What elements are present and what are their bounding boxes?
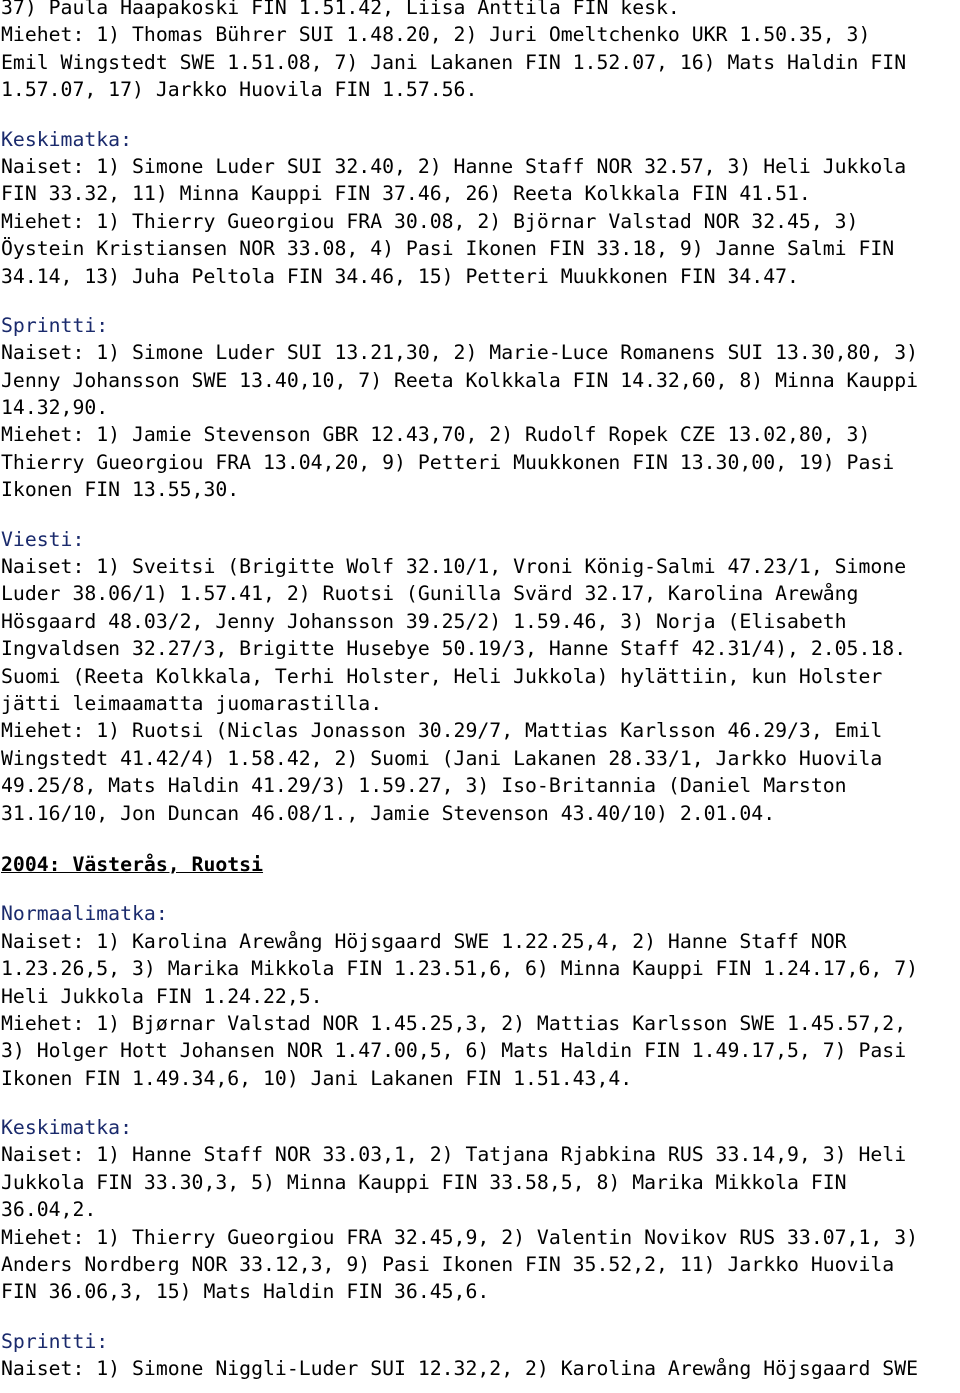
text-line: FIN 36.06,3, 15) Mats Haldin FIN 36.45,6. — [1, 1280, 490, 1304]
year-heading: 2004: Västerås, Ruotsi — [1, 852, 264, 876]
section-heading: Keskimatka: — [1, 127, 133, 151]
text-line: Naiset: 1) Sveitsi (Brigitte Wolf 32.10/1, Vroni König-Salmi 47.23/1, Simone — [1, 555, 907, 579]
paragraph-gap — [1, 878, 959, 900]
section-heading: Keskimatka: — [1, 1116, 133, 1140]
text-line: Naiset: 1) Simone Luder SUI 13.21,30, 2) Marie-Luce Romanens SUI 13.30,80, 3) — [1, 341, 919, 365]
text-line: 34.14, 13) Juha Peltola FIN 34.46, 15) Petteri Muukkonen FIN 34.47. — [1, 264, 799, 288]
paragraph-gap — [1, 1306, 959, 1328]
section-heading: Sprintti: — [1, 313, 109, 337]
text-line: Jukkola FIN 33.30,3, 5) Minna Kauppi FIN 33.58,5, 8) Marika Mikkola FIN — [1, 1170, 847, 1194]
text-line: Anders Nordberg NOR 33.12,3, 9) Pasi Ikonen FIN 35.52,2, 11) Jarkko Huovila — [1, 1253, 895, 1277]
text-line: Öystein Kristiansen NOR 33.08, 4) Pasi Ikonen FIN 33.18, 9) Janne Salmi FIN — [1, 237, 895, 261]
text-line: Miehet: 1) Jamie Stevenson GBR 12.43,70, 2) Rudolf Ropek CZE 13.02,80, 3) — [1, 423, 871, 447]
text-line: Emil Wingstedt SWE 1.51.08, 7) Jani Lakanen FIN 1.52.07, 16) Mats Haldin FIN — [1, 50, 907, 74]
section-year-2004 — [1, 851, 959, 878]
paragraph-gap — [1, 104, 959, 126]
text-line: 31.16/10, Jon Duncan 46.08/1., Jamie Stevenson 43.40/10) 2.01.04. — [1, 801, 776, 825]
text-line: Luder 38.06/1) 1.57.41, 2) Ruotsi (Gunilla Svärd 32.17, Karolina Arewång — [1, 582, 859, 606]
text-line: Naiset: 1) Hanne Staff NOR 33.03,1, 2) Tatjana Rjabkina RUS 33.14,9, 3) Heli — [1, 1143, 907, 1167]
text-line: Naiset: 1) Simone Luder SUI 32.40, 2) Hanne Staff NOR 32.57, 3) Heli Jukkola — [1, 154, 907, 178]
text-line: Ikonen FIN 1.49.34,6, 10) Jani Lakanen FIN 1.51.43,4. — [1, 1066, 633, 1090]
text-line: Ikonen FIN 13.55,30. — [1, 478, 240, 502]
section-normaalimatka-2004 — [1, 900, 959, 1092]
text-line: 14.32,90. — [1, 396, 109, 420]
text-line: 1.57.07, 17) Jarkko Huovila FIN 1.57.56. — [1, 78, 478, 102]
text-line: 49.25/8, Mats Haldin 41.29/3) 1.59.27, 3) Iso-Britannia (Daniel Marston — [1, 774, 847, 798]
text-line: Naiset: 1) Karolina Arewång Höjsgaard SWE 1.22.25,4, 2) Hanne Staff NOR — [1, 929, 847, 953]
text-line: Miehet: 1) Thierry Gueorgiou FRA 30.08, 2) Björnar Valstad NOR 32.45, 3) — [1, 209, 859, 233]
text-line: FIN 33.32, 11) Minna Kauppi FIN 37.46, 26) Reeta Kolkkala FIN 41.51. — [1, 182, 811, 206]
text-line: jätti leimaamatta juomarastilla. — [1, 691, 383, 715]
section-sprintti-2003 — [1, 312, 959, 504]
paragraph-gap — [1, 290, 959, 312]
text-line: Jenny Johansson SWE 13.40,10, 7) Reeta Kolkkala FIN 14.32,60, 8) Minna Kauppi — [1, 368, 919, 392]
text-line: Miehet: 1) Thomas Bührer SUI 1.48.20, 2) Juri Omeltchenko UKR 1.50.35, 3) — [1, 23, 871, 47]
text-line: Suomi (Reeta Kolkkala, Terhi Holster, Heli Jukkola) hylättiin, kun Holster — [1, 664, 883, 688]
text-line: Thierry Gueorgiou FRA 13.04,20, 9) Petteri Muukkonen FIN 13.30,00, 19) Pasi — [1, 450, 895, 474]
section-continuation — [1, 0, 959, 104]
text-line: Miehet: 1) Thierry Gueorgiou FRA 32.45,9, 2) Valentin Novikov RUS 33.07,1, 3) — [1, 1225, 919, 1249]
text-line: Ingvaldsen 32.27/3, Brigitte Husebye 50.19/3, Hanne Staff 42.31/4), 2.05.18. — [1, 637, 907, 661]
section-keskimatka-2004 — [1, 1114, 959, 1306]
text-line: Miehet: 1) Ruotsi (Niclas Jonasson 30.29/7, Mattias Karlsson 46.29/3, Emil — [1, 719, 883, 743]
section-heading: Viesti: — [1, 527, 85, 551]
text-line: Wingstedt 41.42/4) 1.58.42, 2) Suomi (Jani Lakanen 28.33/1, Jarkko Huovila — [1, 746, 883, 770]
text-line: Heli Jukkola FIN 1.24.22,5. — [1, 984, 323, 1008]
section-heading: Normaalimatka: — [1, 902, 168, 926]
text-line: Hösgaard 48.03/2, Jenny Johansson 39.25/2) 1.59.46, 3) Norja (Elisabeth — [1, 609, 847, 633]
text-line: 3) Holger Hott Johansen NOR 1.47.00,5, 6) Mats Haldin FIN 1.49.17,5, 7) Pasi — [1, 1039, 907, 1063]
text-line: Naiset: 1) Simone Niggli-Luder SUI 12.32,2, 2) Karolina Arewång Höjsgaard SWE — [1, 1357, 919, 1381]
section-heading: Sprintti: — [1, 1329, 109, 1353]
paragraph-gap — [1, 1092, 959, 1114]
section-sprintti-2004 — [1, 1328, 959, 1383]
paragraph-gap — [1, 827, 959, 851]
text-line: Miehet: 1) Bjørnar Valstad NOR 1.45.25,3, 2) Mattias Karlsson SWE 1.45.57,2, — [1, 1011, 907, 1035]
section-keskimatka-2003 — [1, 126, 959, 290]
results-document — [1, 0, 959, 1383]
text-line: 36.04,2. — [1, 1198, 97, 1222]
section-viesti-2003 — [1, 526, 959, 827]
text-line: 37) Paula Haapakoski FIN 1.51.42, Liisa Anttila FIN kesk. — [1, 0, 680, 19]
paragraph-gap — [1, 504, 959, 526]
text-line: 1.23.26,5, 3) Marika Mikkola FIN 1.23.51,6, 6) Minna Kauppi FIN 1.24.17,6, 7) — [1, 957, 919, 981]
